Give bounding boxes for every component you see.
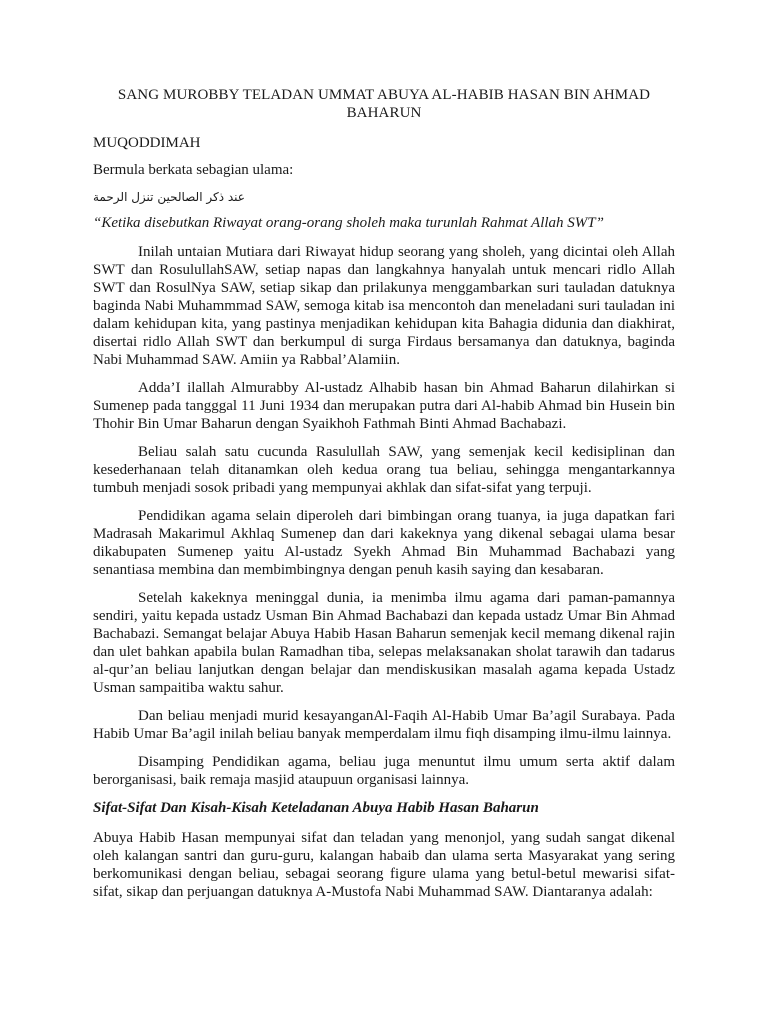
paragraph-closing: Abuya Habib Hasan mempunyai sifat dan teladan yang menonjol, yang sudah sangat dikenal oleh kalangan santri dan guru-guru, kalangan habaib dan ulama serta Masyarakat yang sering berkomunikasi dengan beliau, sebagai seorang figure ulama yang betul-betul mewarisi sifat-sifat, sikap dan perjuangan datuknya A-Mustofa Nabi Muhammad SAW. Diantaranya adalah:	[93, 830, 675, 900]
paragraph-intro: Inilah untaian Mutiara dari Riwayat hidup seorang yang sholeh, yang dicintai oleh Allah SWT dan RosulullahSAW, setiap napas dan langkahnya hanyalah untuk mencari ridlo Allah SWT dan RosulNya SAW, setiap sikap dan prilakunya menggambarkan suri tauladan datuknya baginda Nabi Muhammmad SAW, semoga kitab isa mencontoh dan meneladani suri tauladan ini dalam kehidupan kita, yang pastinya menjadikan kehidupan kita Bahagia didunia dan diakhirat, disertai ridlo Allah SWT dan berkumpul di surga Firdaus bersamanya dan datuknya, baginda Nabi Muhammad SAW. Amiin ya Rabbal’Alamiin.	[93, 244, 675, 368]
paragraph-education: Pendidikan agama selain diperoleh dari bimbingan orang tuanya, ia juga dapatkan fari Madrasah Makarimul Akhlaq Sumenep dan dari kakeknya yang dikenal sebagai ulama besar dikabupaten Sumenep yaitu Al-ustadz Syekh Ahmad Bin Muhammad Bachabazi yang senantiasa membina dan membimbingnya dengan penuh kasih saying dan kesabaran.	[93, 508, 675, 578]
arabic-quote: عند ذكر الصالحين تنزل الرحمة	[93, 190, 245, 204]
section-heading: MUQODDIMAH	[93, 135, 201, 151]
quote-translation: “Ketika disebutkan Riwayat orang-orang sholeh maka turunlah Rahmat Allah SWT”	[93, 215, 604, 231]
document-title: SANG MUROBBY TELADAN UMMAT ABUYA AL-HABIB HASAN BIN AHMAD BAHARUN	[117, 87, 651, 121]
paragraph-uncles: Setelah kakeknya meninggal dunia, ia menimba ilmu agama dari paman-pamannya sendiri, yaitu kepada ustadz Usman Bin Ahmad Bachabazi dan kepada ustadz Umar Bin Ahmad Bachabazi. Semangat belajar Abuya Habib Hasan Baharun semenjak kecil memang dikenal rajin dan ulet bahkan apabila bulan Ramadhan tiba, selepas melaksanakan sholat tarawih dan tadarus al-qur’an beliau lanjutkan dengan belajar dan mendiskusikan masalah agama kepada Ustadz Usman sampaitiba waktu sahur.	[93, 590, 675, 696]
paragraph-teacher: Dan beliau menjadi murid kesayanganAl-Faqih Al-Habib Umar Ba’agil Surabaya. Pada Habib Umar Ba’agil inilah beliau banyak memperdalam ilmu fiqh disamping ilmu-ilmu lainnya.	[93, 708, 675, 742]
opening-line: Bermula berkata sebagian ulama:	[93, 162, 294, 178]
subheading: Sifat-Sifat Dan Kisah-Kisah Keteladanan Abuya Habib Hasan Baharun	[93, 800, 539, 816]
paragraph-birth: Adda’I ilallah Almurabby Al-ustadz Alhabib hasan bin Ahmad Baharun dilahirkan si Sumenep pada tangggal 11 Juni 1934 dan merupakan putra dari Al-habib Ahmad bin Husein bin Thohir Bin Umar Baharun dengan Syaikhoh Fathmah Binti Ahmad Bachabazi.	[93, 380, 675, 432]
paragraph-general-education: Disamping Pendidikan agama, beliau juga menuntut ilmu umum serta aktif dalam berorganisasi, baik remaja masjid ataupuun organisasi lainnya.	[93, 754, 675, 788]
paragraph-character: Beliau salah satu cucunda Rasulullah SAW, yang semenjak kecil kedisiplinan dan kesederhanaan telah ditanamkan oleh kedua orang tua beliau, sehingga mengantarkannya tumbuh menjadi sosok pribadi yang mempunyai akhlak dan sifat-sifat yang terpuji.	[93, 444, 675, 496]
